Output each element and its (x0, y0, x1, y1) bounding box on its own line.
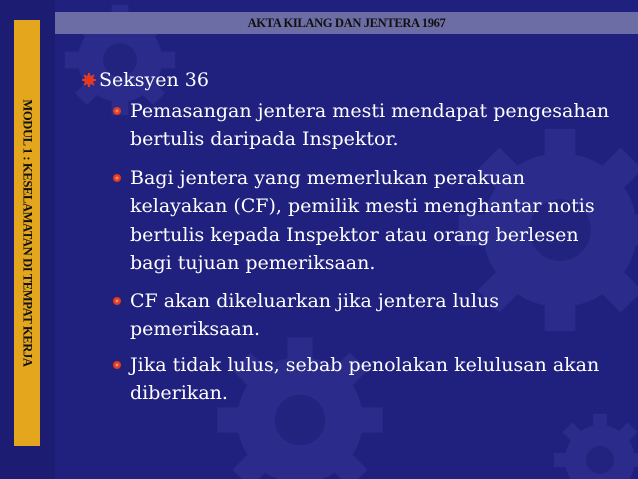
list-item-text: Jika tidak lulus, sebab penolakan kelulusan akan diberikan. (130, 354, 600, 405)
bullet-icon (112, 106, 122, 116)
bullet-icon (112, 296, 122, 306)
gear-bullet-icon (82, 73, 96, 87)
section-heading: Seksyen 36 (99, 69, 209, 91)
bullet-icon (112, 173, 122, 183)
sidebar-label: MODUL 1 : KESELAMATAN DI TEMPAT KERJA (20, 99, 35, 367)
list-item (130, 164, 620, 277)
list-item-text: CF akan dikeluarkan jika jentera lulus pemeriksaan. (130, 290, 499, 341)
list-item-text: Pemasangan jentera mesti mendapat pengesahan bertulis daripada Inspektor. (130, 100, 610, 151)
list-item (130, 351, 620, 408)
list-item-text: Bagi jentera yang memerlukan perakuan kelayakan (CF), pemilik mesti menghantar notis bertulis kepada Inspektor atau orang berlesen bagi tujuan pemeriksaan. (130, 167, 595, 274)
bullet-icon (112, 360, 122, 370)
list-item (130, 97, 620, 154)
list-item (130, 287, 620, 344)
page-title: AKTA KILANG DAN JENTERA 1967 (247, 16, 446, 30)
